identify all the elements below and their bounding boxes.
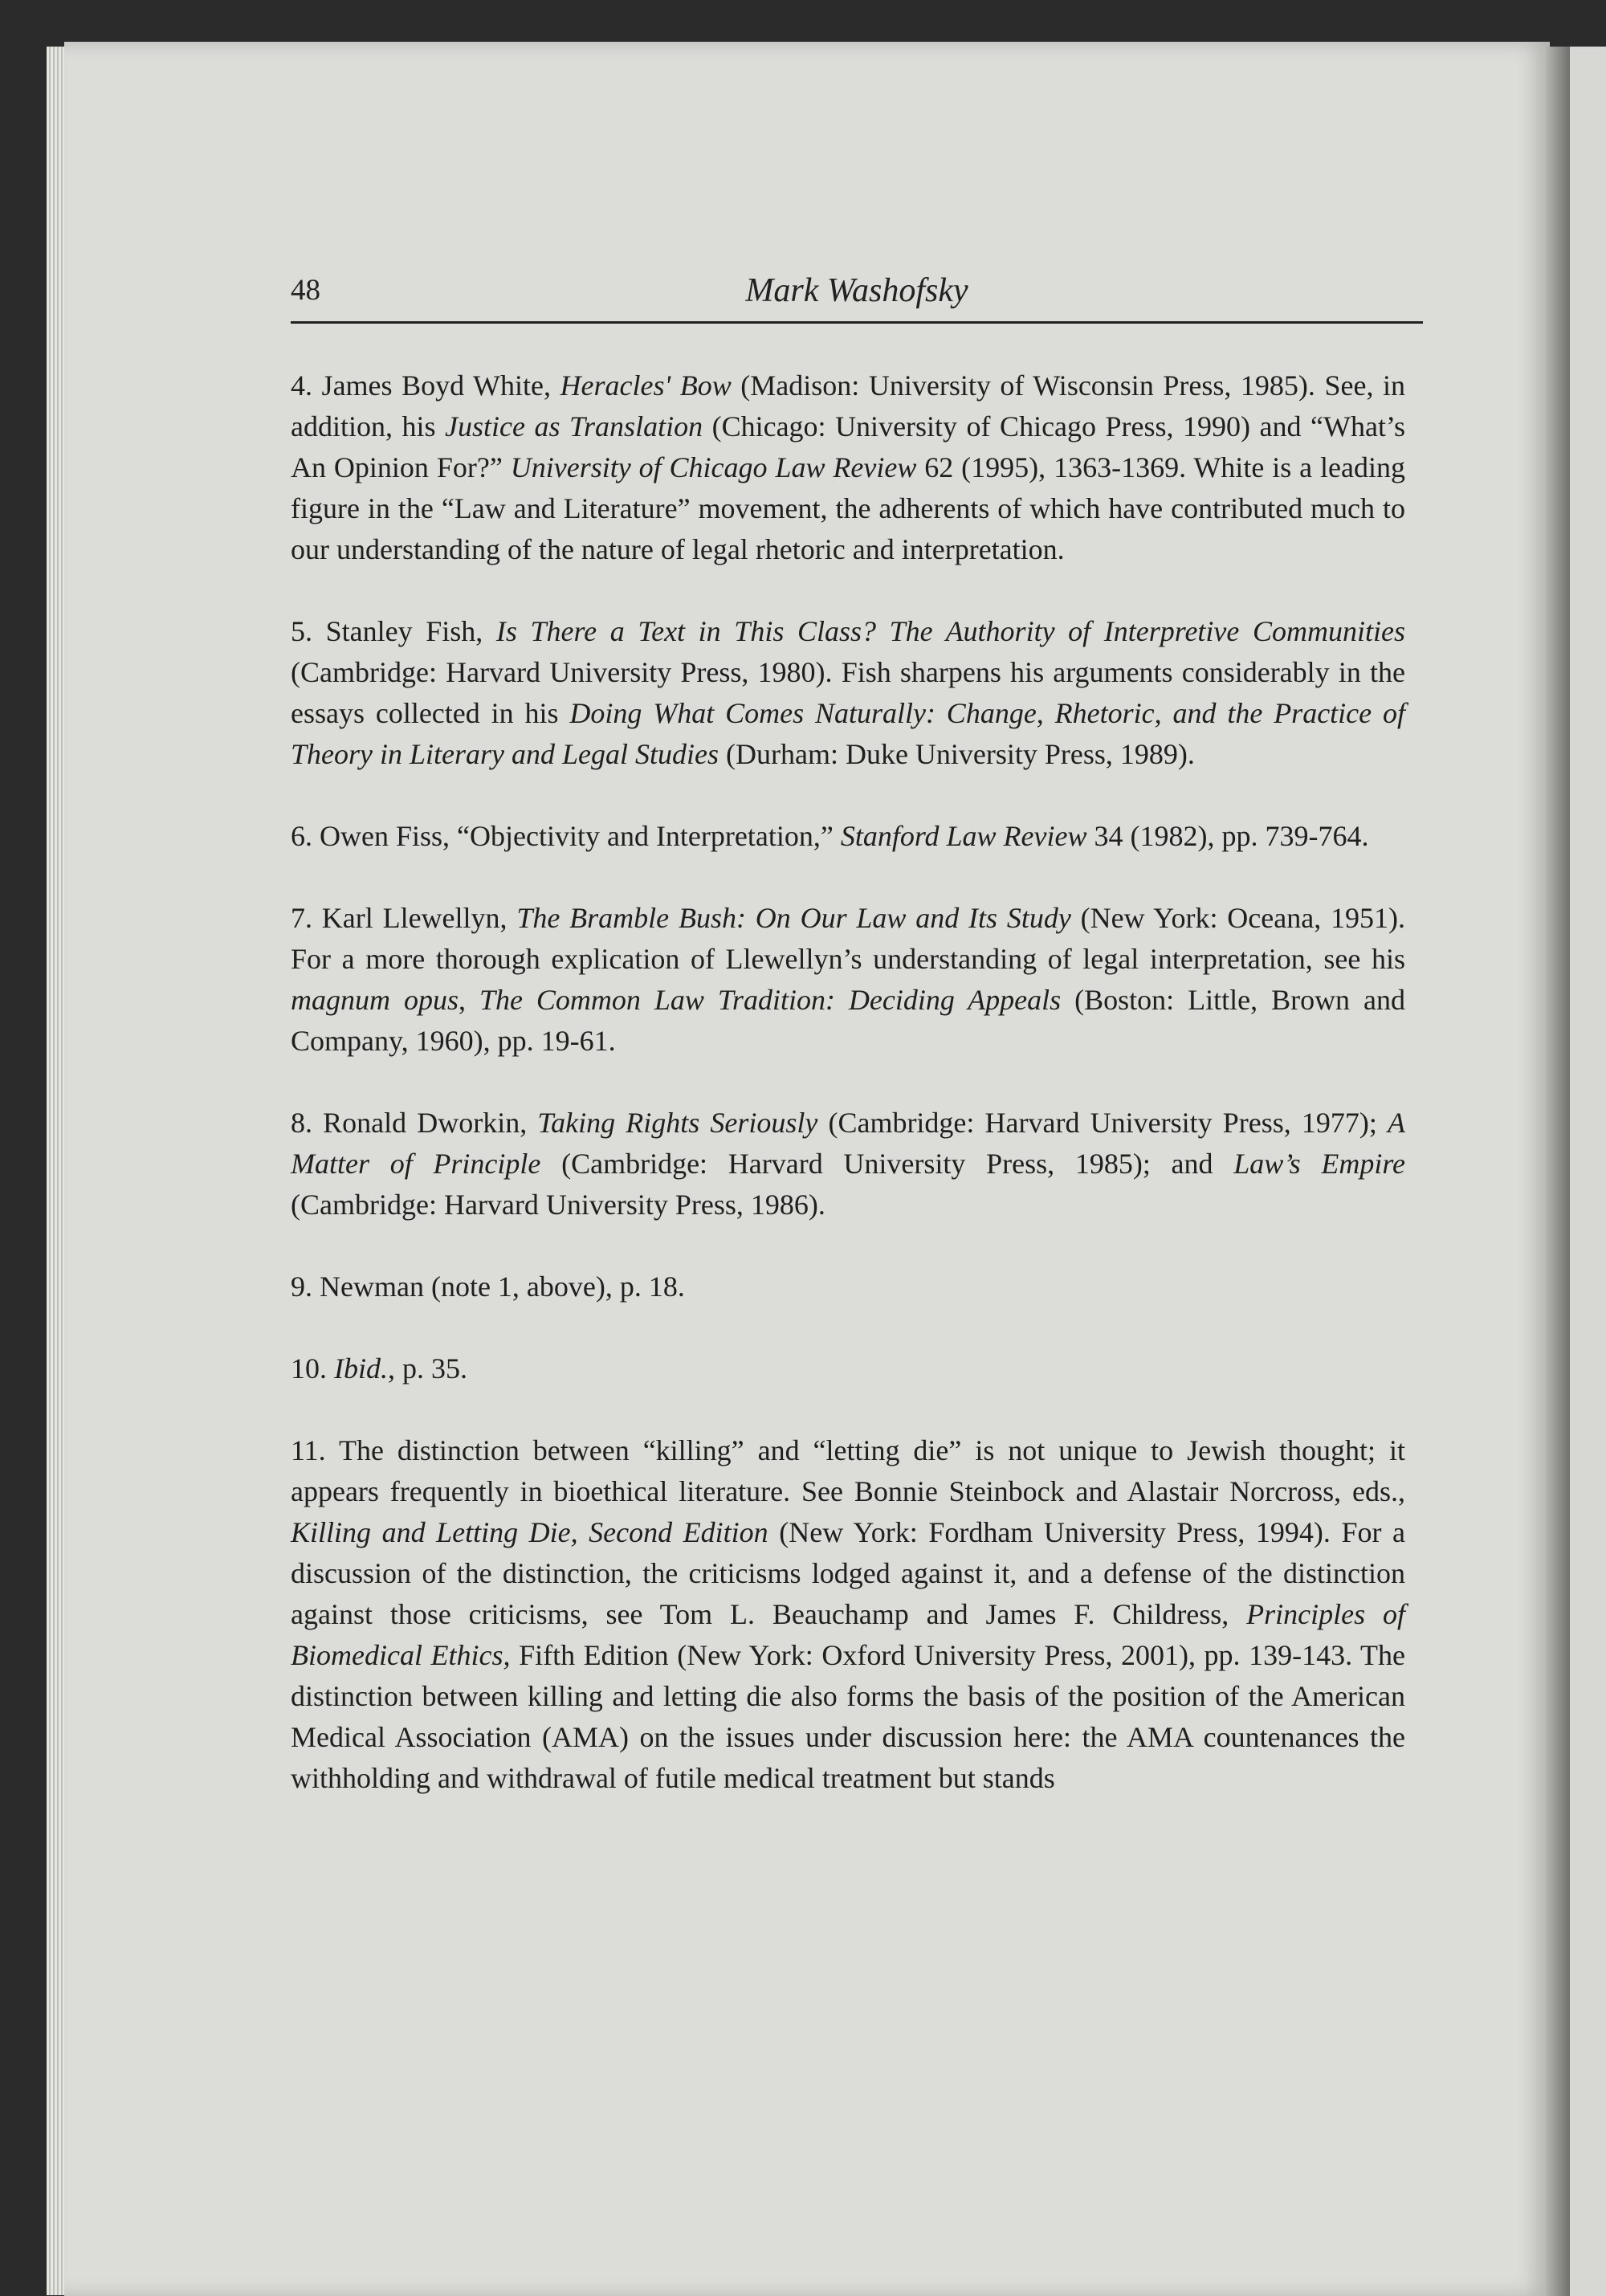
endnote-8: 8. Ronald Dworkin, Taking Rights Seriously (Cambridge: Harvard University Press, 1977); A Matter of Principle (Cambridge: Harvard University Press, 1985); and Law’s Empire (Cambridge: Harvard University Press, 1986). bbox=[291, 1107, 1405, 1221]
endnote-9: 9. Newman (note 1, above), p. 18. bbox=[291, 1270, 685, 1303]
endnote-6: 6. Owen Fiss, “Objectivity and Interpretation,” Stanford Law Review 34 (1982), pp. 739-764. bbox=[291, 820, 1369, 852]
gutter-shadow bbox=[1546, 47, 1570, 2296]
endnote-7: 7. Karl Llewellyn, The Bramble Bush: On Our Law and Its Study (New York: Oceana, 1951). For a more thorough explication of Llewellyn’s understanding of legal interpretation, see his magnum opus, The Common Law Tradition: Deciding Appeals (Boston: Little, Brown and Company, 1960), pp. 19-61. bbox=[291, 902, 1406, 1057]
facing-page-edge bbox=[1570, 47, 1606, 2296]
endnote-11: 11. The distinction between “killing” and “letting die” is not unique to Jewish thought; it appears frequently in bioethical literature. See Bonnie Steinbock and Alastair Norcross, eds., Killing and Letting Die, Second Edition (New York: Fordham University Press, 1994). For a discussion of the distinction, the criticisms lodged against it, and a defense of the distinction against those criticisms, see Tom L. Beauchamp and James F. Childress, Principles of Biomedical Ethics, Fifth Edition (New York: Oxford University Press, 2001), pp. 139-143. The distinction between killing and letting die also forms the basis of the position of the American Medical Association (AMA) on the issues under discussion here: the AMA countenances the withholding and withdrawal of futile medical treatment but stands bbox=[291, 1434, 1406, 1794]
endnotes bbox=[291, 365, 1405, 1799]
page-number: 48 bbox=[291, 274, 320, 307]
running-head: Mark Washofsky bbox=[745, 272, 968, 309]
endnote-5: 5. Stanley Fish, Is There a Text in This Class? The Authority of Interpretive Communities (Cambridge: Harvard University Press, 1980). Fish sharpens his arguments considerably in the essays collected in his Doing What Comes Naturally: Change, Rhetoric, and the Practice of Theory in Literary and Legal Studies (Durham: Duke University Press, 1989). bbox=[291, 615, 1406, 770]
endnote-4: 4. James Boyd White, Heracles' Bow (Madison: University of Wisconsin Press, 1985). See, in addition, his Justice as Translation (Chicago: University of Chicago Press, 1990) and “What’s An Opinion For?” University of Chicago Law Review 62 (1995), 1363-1369. White is a leading figure in the “Law and Literature” movement, the adherents of which have contributed much to our understanding of the nature of legal rhetoric and interpretation. bbox=[291, 369, 1406, 565]
endnote-10: 10. Ibid., p. 35. bbox=[291, 1352, 467, 1385]
page-header bbox=[291, 271, 1423, 324]
